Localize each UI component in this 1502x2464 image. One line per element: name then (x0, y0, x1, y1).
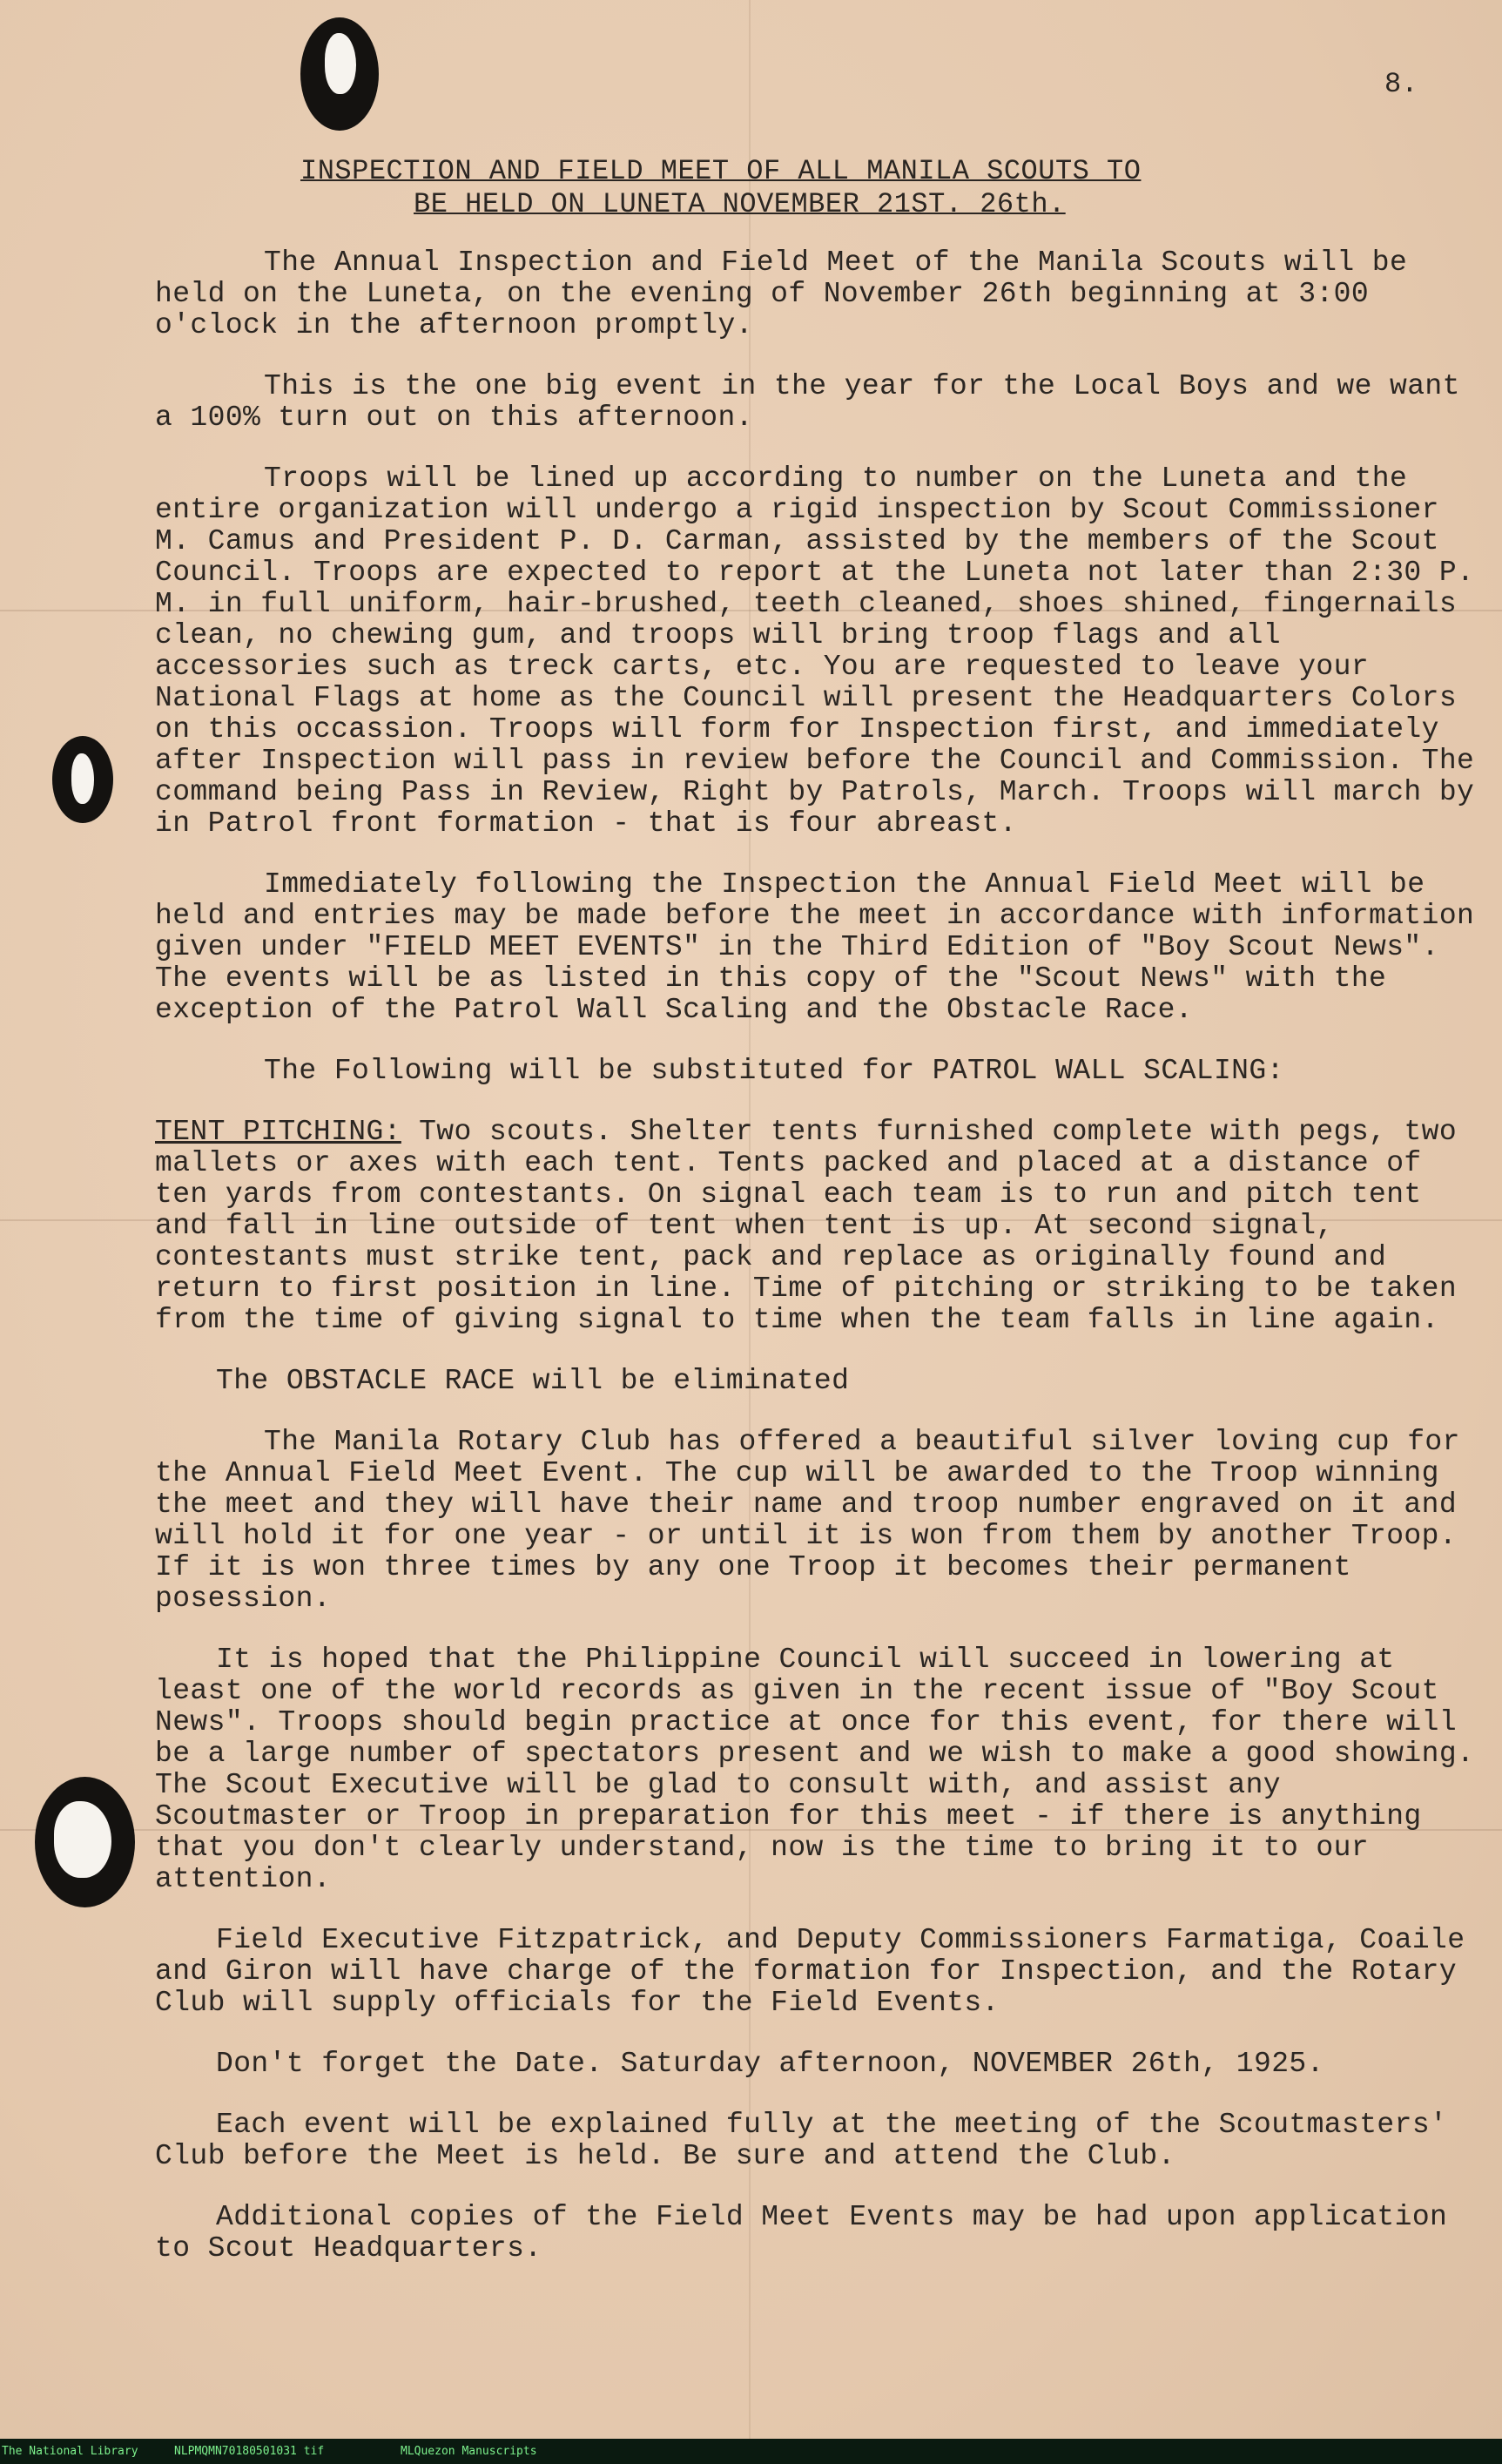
title-line-1: INSPECTION AND FIELD MEET OF ALL MANILA SCOUTS TO (300, 155, 1142, 187)
paragraph: Troops will be lined up according to number on the Luneta and the entire organization will undergo a rigid inspection by Scout Commissioner M. Camus and President P. D. Carman, assisted by the members of the Scout Council. Troops are expected to report at the Luneta not later than 2:30 P. M. in full uniform, hair-brushed, teeth cleaned, shoes shined, fingernails clean, no chewing gum, and troops will bring troop flags and all accessories such as treck carts, etc. You are requested to leave your National Flags at home as the Council will present the Headquarters Colors on this occassion. Troops will form for Inspection first, and immediately after Inspection will pass in review before the Council and Commission. The command being Pass in Review, Right by Patrols, March. Troops will march by in Patrol front formation - that is four abreast. (155, 462, 1475, 840)
footer-library: The National Library (2, 2445, 138, 2458)
tent-pitching-text: Two scouts. Shelter tents furnished complete with pegs, two mallets or axes with each tent. Tents packed and placed at a distance of ten yards from contestants. On signal each team is to run and pitch tent and fall in line outside of tent when tent is up. At second signal, contestants must strike tent, pack and replace as originally found and return to first position in line. Time of pitching or striking to be taken from the time of giving signal to time when the team falls in line again. (155, 1116, 1458, 1336)
document-body (155, 247, 1478, 2294)
punch-hole (35, 1777, 135, 1907)
scan-footer (0, 2439, 1502, 2464)
paragraph: Field Executive Fitzpatrick, and Deputy Commissioners Farmatiga, Coaile and Giron will have charge of the formation for Inspection, and the Rotary Club will supply officials for the Field Events. (155, 1924, 1465, 2019)
paragraph: Don't forget the Date. Saturday afternoon, NOVEMBER 26th, 1925. (216, 2048, 1324, 2080)
paragraph: The Manila Rotary Club has offered a beautiful silver loving cup for the Annual Field Meet Event. The cup will be awarded to the Troop winning the meet and they will have their name and troop number engraved on it and will hold it for one year - or until it is won from them by another Troop. If it is won three times by any one Troop it becomes their permanent posession. (155, 1426, 1460, 1615)
paragraph: The OBSTACLE RACE will be eliminated (216, 1365, 850, 1397)
paragraph: This is the one big event in the year for the Local Boys and we want a 100% turn out on this afternoon. (155, 370, 1460, 434)
paragraph: The Annual Inspection and Field Meet of the Manila Scouts will be held on the Luneta, on the evening of November 26th beginning at 3:00 o'clock in the afternoon promptly. (155, 246, 1408, 341)
page-number: 8. (1384, 68, 1418, 100)
paragraph: Immediately following the Inspection the Annual Field Meet will be held and entries may be made before the meet in accordance with information given under "FIELD MEET EVENTS" in the Third Edition of "Boy Scout News". The events will be as listed in this copy of the "Scout News" with the exception of the Patrol Wall Scaling and the Obstacle Race. (155, 868, 1475, 1026)
punch-hole (300, 17, 379, 131)
title-line-2: BE HELD ON LUNETA NOVEMBER 21ST. 26th. (414, 188, 1066, 220)
paragraph: The Following will be substituted for PATROL WALL SCALING: (264, 1055, 1284, 1087)
page-title (300, 155, 1284, 221)
paragraph: Each event will be explained fully at the meeting of the Scoutmasters' Club before the Meet is held. Be sure and attend the Club. (155, 2109, 1448, 2172)
footer-filename: NLPMQMN70180501031 tif (174, 2445, 325, 2458)
paragraph: Additional copies of the Field Meet Events may be had upon application to Scout Headquarters. (155, 2201, 1448, 2265)
paragraph: It is hoped that the Philippine Council will succeed in lowering at least one of the world records as given in the recent issue of "Boy Scout News". Troops should begin practice at once for this event, for there will be a large number of spectators present and we wish to make a good showing. The Scout Executive will be glad to consult with, and assist any Scoutmaster or Troop in preparation for this meet - if there is anything that you don't clearly understand, now is the time to bring it to our attention. (155, 1644, 1475, 1895)
tent-pitching-heading: TENT PITCHING: (155, 1116, 401, 1148)
punch-hole (52, 736, 113, 823)
tent-pitching-paragraph (155, 1117, 1478, 1336)
footer-collection: MLQuezon Manuscripts (401, 2445, 537, 2458)
